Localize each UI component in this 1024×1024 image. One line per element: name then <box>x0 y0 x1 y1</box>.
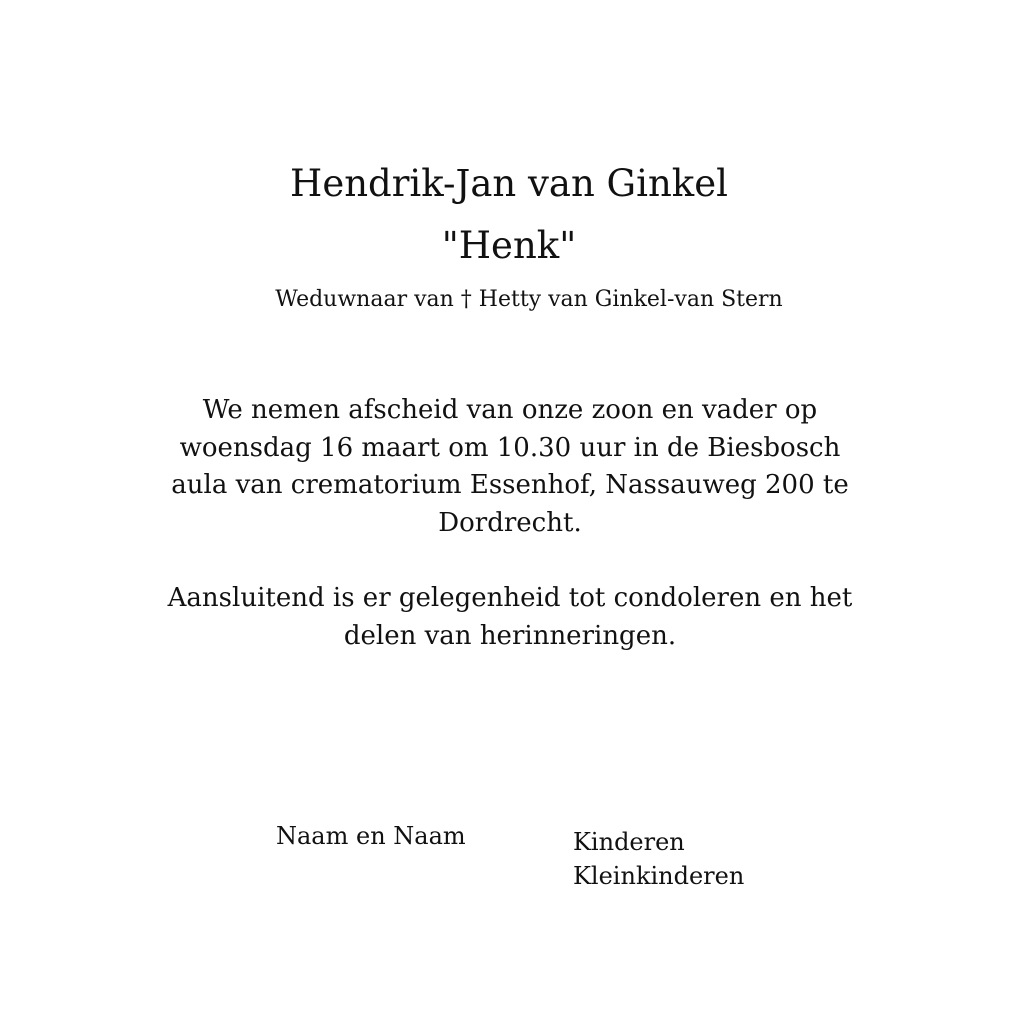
signoff-names: Naam en Naam <box>276 822 466 850</box>
deceased-nickname: "Henk" <box>441 224 577 267</box>
widower-line: Weduwnaar van † Hetty van Ginkel-van Stern <box>275 287 783 312</box>
deceased-name: Hendrik-Jan van Ginkel <box>290 162 728 205</box>
signoff-children: Kinderen <box>573 828 685 856</box>
signoff-family <box>573 825 744 893</box>
signoff-grandchildren: Kleinkinderen <box>573 862 745 890</box>
condolence-paragraph: Aansluitend is er gelegenheid tot condoleren en het delen van herinneringen. <box>167 583 853 651</box>
farewell-paragraph: We nemen afscheid van onze zoon en vader op woensdag 16 maart om 10.30 uur in de Biesbosch aula van crematorium Essenhof, Nassauweg 200 te Dordrecht. <box>171 395 849 538</box>
